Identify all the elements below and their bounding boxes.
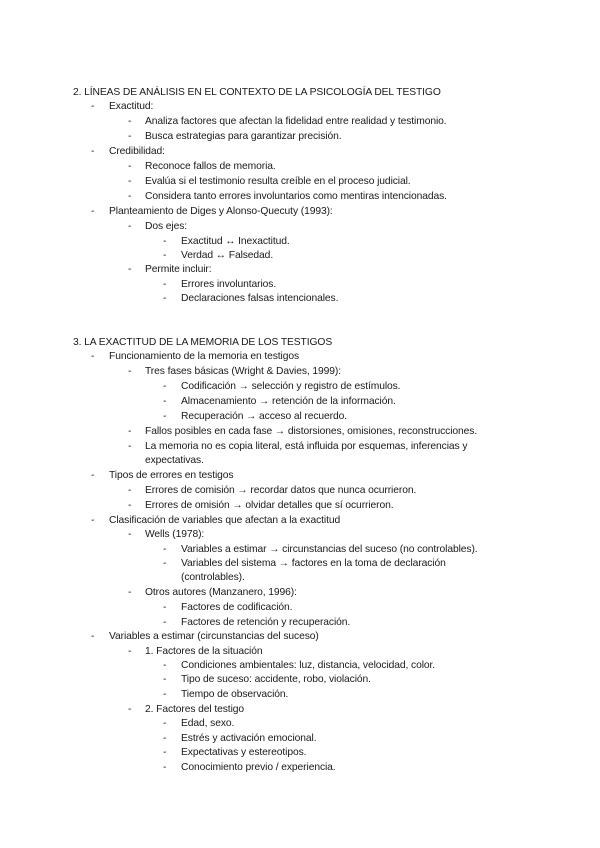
dash: - [163, 674, 167, 685]
dash: - [163, 747, 167, 758]
dash: - [91, 351, 95, 362]
dash: - [163, 381, 167, 392]
dash: - [163, 293, 167, 304]
bullet-text: Tipo de suceso: accidente, robo, violación. [181, 674, 371, 685]
bullet-text: Errores de omisión → olvidar detalles que sí ocurrieron. [145, 500, 394, 511]
bullet-text: Busca estrategias para garantizar precisión. [145, 131, 342, 142]
bullet-text: Reconoce fallos de memoria. [145, 161, 276, 172]
bullet-text: Credibilidad: [109, 146, 165, 157]
dash: - [163, 396, 167, 407]
dash: - [128, 264, 132, 275]
dash: - [163, 602, 167, 613]
bullet-text: Tiempo de observación. [181, 689, 289, 700]
bullet-text: Evalúa si el testimonio resulta creíble en el proceso judicial. [145, 176, 411, 187]
dash: - [128, 161, 132, 172]
bullet-text: Planteamiento de Diges y Alonso-Quecuty (1993): [109, 206, 333, 217]
dash: - [128, 116, 132, 127]
dash: - [91, 515, 95, 526]
dash: - [163, 236, 167, 247]
dash: - [163, 762, 167, 773]
dash: - [163, 279, 167, 290]
dash: - [128, 500, 132, 511]
section-3-heading: 3. LA EXACTITUD DE LA MEMORIA DE LOS TESTIGOS [73, 337, 333, 348]
bullet-text: Tipos de errores en testigos [109, 470, 234, 481]
bullet-text: Permite incluir: [145, 264, 212, 275]
bullet-text: Analiza factores que afectan la fidelidad entre realidad y testimonio. [145, 116, 447, 127]
bullet-text: Estrés y activación emocional. [181, 733, 317, 744]
bullet-text: Factores de codificación. [181, 602, 293, 613]
dash: - [128, 191, 132, 202]
dash: - [163, 544, 167, 555]
dash: - [128, 485, 132, 496]
dash: - [163, 558, 167, 569]
bullet-text: Expectativas y estereotipos. [181, 747, 307, 758]
bullet-text: Errores de comisión → recordar datos que nunca ocurrieron. [145, 485, 417, 496]
bullet-text: Dos ejes: [145, 221, 188, 232]
dash: - [128, 426, 132, 437]
dash: - [91, 206, 95, 217]
bullet-text: Factores de retención y recuperación. [181, 617, 351, 628]
bullet-text: Otros autores (Manzanero, 1996): [145, 587, 297, 598]
dash: - [128, 221, 132, 232]
bullet-text: Declaraciones falsas intencionales. [181, 293, 339, 304]
bullet-text: Verdad ↔ Falsedad. [181, 250, 274, 261]
dash: - [163, 617, 167, 628]
bullet-text: Fallos posibles en cada fase → distorsiones, omisiones, reconstrucciones. [145, 426, 478, 437]
bullet-text: Considera tanto errores involuntarios como mentiras intencionadas. [145, 191, 447, 202]
dash: - [163, 689, 167, 700]
bullet-text: Clasificación de variables que afectan a la exactitud [109, 515, 341, 526]
dash: - [91, 146, 95, 157]
dash: - [163, 718, 167, 729]
bullet-text: Variables a estimar (circunstancias del suceso) [109, 631, 319, 642]
bullet-text: Conocimiento previo / experiencia. [181, 762, 336, 773]
section-2-heading: 2. LÍNEAS DE ANÁLISIS EN EL CONTEXTO DE LA PSICOLOGÍA DEL TESTIGO [73, 87, 441, 98]
bullet-text: Exactitud: [109, 101, 154, 112]
dash: - [163, 411, 167, 422]
dash: - [128, 441, 132, 452]
bullet-text: Almacenamiento → retención de la información. [181, 396, 396, 407]
bullet-text: Wells (1978): [145, 529, 205, 540]
bullet-text: Edad, sexo. [181, 718, 235, 729]
dash: - [128, 646, 132, 657]
bullet-text: Recuperación → acceso al recuerdo. [181, 411, 348, 422]
bullet-text: 2. Factores del testigo [145, 704, 245, 715]
bullet-text: Exactitud ↔ Inexactitud. [181, 236, 290, 247]
dash: - [91, 631, 95, 642]
bullet-text: La memoria no es copia literal, está influida por esquemas, inferencias y expectativas. [145, 441, 468, 466]
dash: - [128, 131, 132, 142]
bullet-text: Codificación → selección y registro de estímulos. [181, 381, 401, 392]
dash: - [128, 529, 132, 540]
dash: - [91, 470, 95, 481]
bullet-text: Errores involuntarios. [181, 279, 277, 290]
bullet-text: Variables a estimar → circunstancias del suceso (no controlables). [181, 544, 478, 555]
dash: - [128, 366, 132, 377]
dash: - [163, 733, 167, 744]
dash: - [91, 101, 95, 112]
bullet-text: Funcionamiento de la memoria en testigos [109, 351, 300, 362]
bullet-text: Variables del sistema → factores en la toma de declaración (controlables). [181, 558, 446, 583]
bullet-text: Tres fases básicas (Wright & Davies, 1999): [145, 366, 341, 377]
dash: - [163, 660, 167, 671]
dash: - [128, 704, 132, 715]
bullet-text: 1. Factores de la situación [145, 646, 263, 657]
dash: - [128, 176, 132, 187]
dash: - [128, 587, 132, 598]
bullet-text: Condiciones ambientales: luz, distancia, velocidad, color. [181, 660, 436, 671]
dash: - [163, 250, 167, 261]
